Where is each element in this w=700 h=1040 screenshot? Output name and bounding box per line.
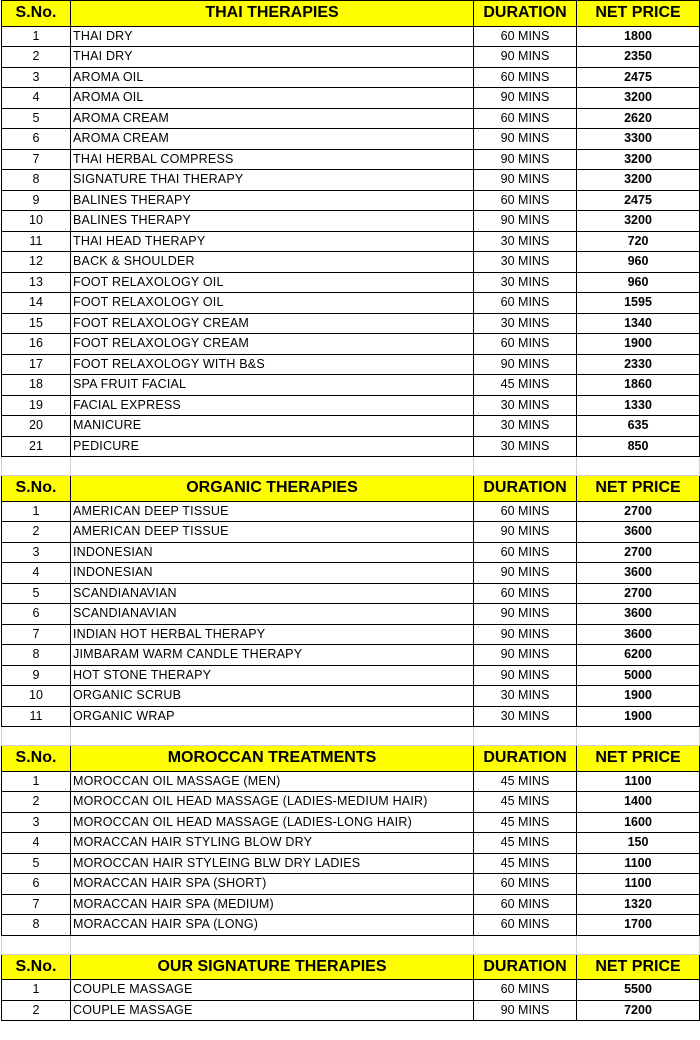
table-row bbox=[2, 231, 700, 252]
net-price-header: NET PRICE bbox=[577, 954, 700, 980]
therapy-duration: 60 MINS bbox=[474, 874, 577, 895]
sno-header: S.No. bbox=[2, 954, 71, 980]
therapy-duration: 30 MINS bbox=[474, 416, 577, 437]
table-row bbox=[2, 915, 700, 936]
therapy-name: SPA FRUIT FACIAL bbox=[71, 375, 474, 396]
therapy-duration: 45 MINS bbox=[474, 833, 577, 854]
row-sno: 1 bbox=[2, 501, 71, 522]
therapy-duration: 90 MINS bbox=[474, 522, 577, 543]
therapy-duration: 30 MINS bbox=[474, 436, 577, 457]
empty-cell bbox=[71, 727, 474, 746]
section-spacer bbox=[2, 727, 700, 746]
net-price-header: NET PRICE bbox=[577, 1, 700, 27]
row-sno: 5 bbox=[2, 108, 71, 129]
therapy-duration: 60 MINS bbox=[474, 980, 577, 1001]
therapy-name: AROMA OIL bbox=[71, 88, 474, 109]
row-sno: 8 bbox=[2, 170, 71, 191]
therapy-price: 1800 bbox=[577, 26, 700, 47]
therapy-name: HOT STONE THERAPY bbox=[71, 665, 474, 686]
therapy-price: 7200 bbox=[577, 1000, 700, 1021]
table-row bbox=[2, 853, 700, 874]
therapy-duration: 45 MINS bbox=[474, 792, 577, 813]
therapy-name: SCANDIANAVIAN bbox=[71, 583, 474, 604]
table-row bbox=[2, 792, 700, 813]
therapy-name: INDONESIAN bbox=[71, 563, 474, 584]
therapy-price: 3200 bbox=[577, 211, 700, 232]
therapy-name: ORGANIC SCRUB bbox=[71, 686, 474, 707]
row-sno: 15 bbox=[2, 313, 71, 334]
row-sno: 4 bbox=[2, 88, 71, 109]
net-price-header: NET PRICE bbox=[577, 476, 700, 502]
price-list-table bbox=[1, 0, 700, 1021]
therapy-duration: 60 MINS bbox=[474, 190, 577, 211]
row-sno: 2 bbox=[2, 1000, 71, 1021]
therapy-name: SIGNATURE THAI THERAPY bbox=[71, 170, 474, 191]
therapy-duration: 45 MINS bbox=[474, 375, 577, 396]
therapy-duration: 60 MINS bbox=[474, 334, 577, 355]
therapy-price: 850 bbox=[577, 436, 700, 457]
row-sno: 10 bbox=[2, 211, 71, 232]
section-title: MOROCCAN TREATMENTS bbox=[71, 746, 474, 772]
therapy-name: MORACCAN HAIR SPA (SHORT) bbox=[71, 874, 474, 895]
row-sno: 2 bbox=[2, 522, 71, 543]
row-sno: 9 bbox=[2, 665, 71, 686]
therapy-price: 1400 bbox=[577, 792, 700, 813]
therapy-name: BACK & SHOULDER bbox=[71, 252, 474, 273]
therapy-duration: 60 MINS bbox=[474, 293, 577, 314]
therapy-duration: 45 MINS bbox=[474, 812, 577, 833]
therapy-name: INDONESIAN bbox=[71, 542, 474, 563]
therapy-name: FOOT RELAXOLOGY OIL bbox=[71, 272, 474, 293]
row-sno: 7 bbox=[2, 894, 71, 915]
row-sno: 9 bbox=[2, 190, 71, 211]
therapy-name: FOOT RELAXOLOGY OIL bbox=[71, 293, 474, 314]
empty-cell bbox=[474, 727, 577, 746]
therapy-price: 6200 bbox=[577, 645, 700, 666]
row-sno: 8 bbox=[2, 915, 71, 936]
duration-header: DURATION bbox=[474, 476, 577, 502]
therapy-price: 3600 bbox=[577, 563, 700, 584]
therapy-price: 1900 bbox=[577, 706, 700, 727]
row-sno: 4 bbox=[2, 563, 71, 584]
therapy-name: AMERICAN DEEP TISSUE bbox=[71, 522, 474, 543]
empty-cell bbox=[474, 935, 577, 954]
therapy-name: THAI DRY bbox=[71, 47, 474, 68]
therapy-price: 1100 bbox=[577, 874, 700, 895]
therapy-duration: 60 MINS bbox=[474, 915, 577, 936]
row-sno: 11 bbox=[2, 231, 71, 252]
empty-cell bbox=[2, 457, 71, 476]
table-row bbox=[2, 583, 700, 604]
therapy-name: FOOT RELAXOLOGY WITH B&S bbox=[71, 354, 474, 375]
empty-cell bbox=[71, 935, 474, 954]
row-sno: 2 bbox=[2, 47, 71, 68]
table-row bbox=[2, 522, 700, 543]
empty-cell bbox=[577, 935, 700, 954]
therapy-name: MORACCAN HAIR STYLING BLOW DRY bbox=[71, 833, 474, 854]
empty-cell bbox=[2, 935, 71, 954]
therapy-duration: 90 MINS bbox=[474, 149, 577, 170]
table-row bbox=[2, 88, 700, 109]
row-sno: 5 bbox=[2, 583, 71, 604]
therapy-price: 1100 bbox=[577, 771, 700, 792]
therapy-price: 1340 bbox=[577, 313, 700, 334]
therapy-name: FOOT RELAXOLOGY CREAM bbox=[71, 334, 474, 355]
therapy-name: FOOT RELAXOLOGY CREAM bbox=[71, 313, 474, 334]
section-spacer bbox=[2, 457, 700, 476]
table-row bbox=[2, 894, 700, 915]
row-sno: 7 bbox=[2, 149, 71, 170]
table-row bbox=[2, 149, 700, 170]
section-header-row bbox=[2, 954, 700, 980]
therapy-price: 3200 bbox=[577, 88, 700, 109]
therapy-name: AROMA OIL bbox=[71, 67, 474, 88]
table-row bbox=[2, 604, 700, 625]
therapy-price: 1860 bbox=[577, 375, 700, 396]
table-row bbox=[2, 190, 700, 211]
table-row bbox=[2, 624, 700, 645]
table-row bbox=[2, 542, 700, 563]
table-row bbox=[2, 501, 700, 522]
empty-cell bbox=[474, 457, 577, 476]
table-row bbox=[2, 67, 700, 88]
section-title: THAI THERAPIES bbox=[71, 1, 474, 27]
table-row bbox=[2, 108, 700, 129]
therapy-name: BALINES THERAPY bbox=[71, 211, 474, 232]
therapy-price: 2620 bbox=[577, 108, 700, 129]
table-row bbox=[2, 833, 700, 854]
therapy-duration: 90 MINS bbox=[474, 665, 577, 686]
row-sno: 1 bbox=[2, 26, 71, 47]
table-row bbox=[2, 812, 700, 833]
therapy-price: 1320 bbox=[577, 894, 700, 915]
table-row bbox=[2, 129, 700, 150]
therapy-duration: 30 MINS bbox=[474, 231, 577, 252]
therapy-duration: 30 MINS bbox=[474, 272, 577, 293]
therapy-name: THAI HERBAL COMPRESS bbox=[71, 149, 474, 170]
duration-header: DURATION bbox=[474, 1, 577, 27]
row-sno: 3 bbox=[2, 812, 71, 833]
table-row bbox=[2, 874, 700, 895]
therapy-price: 2700 bbox=[577, 542, 700, 563]
row-sno: 6 bbox=[2, 604, 71, 625]
therapy-name: MOROCCAN OIL MASSAGE (MEN) bbox=[71, 771, 474, 792]
therapy-name: AROMA CREAM bbox=[71, 129, 474, 150]
table-row bbox=[2, 272, 700, 293]
therapy-duration: 60 MINS bbox=[474, 108, 577, 129]
therapy-duration: 90 MINS bbox=[474, 604, 577, 625]
price-list-body bbox=[2, 1, 700, 1021]
therapy-duration: 45 MINS bbox=[474, 853, 577, 874]
sno-header: S.No. bbox=[2, 1, 71, 27]
table-row bbox=[2, 26, 700, 47]
table-row bbox=[2, 771, 700, 792]
empty-cell bbox=[577, 727, 700, 746]
therapy-price: 720 bbox=[577, 231, 700, 252]
therapy-name: MORACCAN HAIR SPA (LONG) bbox=[71, 915, 474, 936]
therapy-price: 2475 bbox=[577, 190, 700, 211]
therapy-name: MORACCAN HAIR SPA (MEDIUM) bbox=[71, 894, 474, 915]
therapy-name: ORGANIC WRAP bbox=[71, 706, 474, 727]
section-title: OUR SIGNATURE THERAPIES bbox=[71, 954, 474, 980]
therapy-duration: 60 MINS bbox=[474, 26, 577, 47]
row-sno: 16 bbox=[2, 334, 71, 355]
therapy-price: 2700 bbox=[577, 501, 700, 522]
table-row bbox=[2, 706, 700, 727]
table-row bbox=[2, 436, 700, 457]
therapy-price: 1900 bbox=[577, 334, 700, 355]
therapy-name: AROMA CREAM bbox=[71, 108, 474, 129]
therapy-duration: 90 MINS bbox=[474, 170, 577, 191]
therapy-duration: 60 MINS bbox=[474, 583, 577, 604]
section-title: ORGANIC THERAPIES bbox=[71, 476, 474, 502]
therapy-duration: 90 MINS bbox=[474, 129, 577, 150]
row-sno: 14 bbox=[2, 293, 71, 314]
therapy-price: 960 bbox=[577, 272, 700, 293]
therapy-price: 1600 bbox=[577, 812, 700, 833]
therapy-price: 2330 bbox=[577, 354, 700, 375]
therapy-price: 2700 bbox=[577, 583, 700, 604]
therapy-price: 1595 bbox=[577, 293, 700, 314]
therapy-price: 960 bbox=[577, 252, 700, 273]
therapy-price: 1900 bbox=[577, 686, 700, 707]
table-row bbox=[2, 563, 700, 584]
table-row bbox=[2, 170, 700, 191]
net-price-header: NET PRICE bbox=[577, 746, 700, 772]
therapy-name: JIMBARAM WARM CANDLE THERAPY bbox=[71, 645, 474, 666]
therapy-price: 1700 bbox=[577, 915, 700, 936]
therapy-duration: 90 MINS bbox=[474, 645, 577, 666]
therapy-price: 3600 bbox=[577, 604, 700, 625]
duration-header: DURATION bbox=[474, 746, 577, 772]
therapy-price: 1330 bbox=[577, 395, 700, 416]
therapy-price: 150 bbox=[577, 833, 700, 854]
section-header-row bbox=[2, 476, 700, 502]
therapy-price: 3600 bbox=[577, 624, 700, 645]
table-row bbox=[2, 252, 700, 273]
therapy-price: 3600 bbox=[577, 522, 700, 543]
therapy-name: COUPLE MASSAGE bbox=[71, 1000, 474, 1021]
therapy-duration: 90 MINS bbox=[474, 88, 577, 109]
therapy-name: MOROCCAN OIL HEAD MASSAGE (LADIES-LONG HAIR) bbox=[71, 812, 474, 833]
table-row bbox=[2, 1000, 700, 1021]
therapy-price: 635 bbox=[577, 416, 700, 437]
therapy-price: 2350 bbox=[577, 47, 700, 68]
therapy-price: 1100 bbox=[577, 853, 700, 874]
empty-cell bbox=[2, 727, 71, 746]
therapy-price: 3300 bbox=[577, 129, 700, 150]
section-header-row bbox=[2, 1, 700, 27]
therapy-price: 3200 bbox=[577, 149, 700, 170]
row-sno: 17 bbox=[2, 354, 71, 375]
therapy-price: 5000 bbox=[577, 665, 700, 686]
row-sno: 1 bbox=[2, 771, 71, 792]
row-sno: 3 bbox=[2, 67, 71, 88]
therapy-duration: 30 MINS bbox=[474, 686, 577, 707]
table-row bbox=[2, 686, 700, 707]
empty-cell bbox=[577, 457, 700, 476]
row-sno: 12 bbox=[2, 252, 71, 273]
therapy-duration: 90 MINS bbox=[474, 624, 577, 645]
therapy-duration: 45 MINS bbox=[474, 771, 577, 792]
row-sno: 21 bbox=[2, 436, 71, 457]
therapy-name: THAI DRY bbox=[71, 26, 474, 47]
therapy-duration: 90 MINS bbox=[474, 354, 577, 375]
row-sno: 5 bbox=[2, 853, 71, 874]
therapy-name: COUPLE MASSAGE bbox=[71, 980, 474, 1001]
table-row bbox=[2, 416, 700, 437]
row-sno: 10 bbox=[2, 686, 71, 707]
therapy-name: THAI HEAD THERAPY bbox=[71, 231, 474, 252]
therapy-duration: 90 MINS bbox=[474, 563, 577, 584]
duration-header: DURATION bbox=[474, 954, 577, 980]
therapy-duration: 60 MINS bbox=[474, 67, 577, 88]
row-sno: 13 bbox=[2, 272, 71, 293]
row-sno: 2 bbox=[2, 792, 71, 813]
therapy-name: BALINES THERAPY bbox=[71, 190, 474, 211]
therapy-price: 3200 bbox=[577, 170, 700, 191]
table-row bbox=[2, 645, 700, 666]
therapy-price: 2475 bbox=[577, 67, 700, 88]
therapy-name: MANICURE bbox=[71, 416, 474, 437]
therapy-duration: 30 MINS bbox=[474, 395, 577, 416]
therapy-price: 5500 bbox=[577, 980, 700, 1001]
therapy-name: INDIAN HOT HERBAL THERAPY bbox=[71, 624, 474, 645]
table-row bbox=[2, 334, 700, 355]
row-sno: 19 bbox=[2, 395, 71, 416]
therapy-duration: 90 MINS bbox=[474, 211, 577, 232]
table-row bbox=[2, 313, 700, 334]
table-row bbox=[2, 47, 700, 68]
table-row bbox=[2, 980, 700, 1001]
section-header-row bbox=[2, 746, 700, 772]
row-sno: 11 bbox=[2, 706, 71, 727]
therapy-duration: 30 MINS bbox=[474, 706, 577, 727]
therapy-duration: 90 MINS bbox=[474, 1000, 577, 1021]
therapy-name: FACIAL EXPRESS bbox=[71, 395, 474, 416]
row-sno: 20 bbox=[2, 416, 71, 437]
table-row bbox=[2, 211, 700, 232]
row-sno: 1 bbox=[2, 980, 71, 1001]
therapy-name: MOROCCAN HAIR STYLEING BLW DRY LADIES bbox=[71, 853, 474, 874]
table-row bbox=[2, 293, 700, 314]
therapy-duration: 60 MINS bbox=[474, 894, 577, 915]
therapy-duration: 30 MINS bbox=[474, 252, 577, 273]
sno-header: S.No. bbox=[2, 476, 71, 502]
table-row bbox=[2, 395, 700, 416]
therapy-name: MOROCCAN OIL HEAD MASSAGE (LADIES-MEDIUM HAIR) bbox=[71, 792, 474, 813]
therapy-name: SCANDIANAVIAN bbox=[71, 604, 474, 625]
therapy-duration: 90 MINS bbox=[474, 47, 577, 68]
row-sno: 18 bbox=[2, 375, 71, 396]
row-sno: 8 bbox=[2, 645, 71, 666]
row-sno: 6 bbox=[2, 874, 71, 895]
table-row bbox=[2, 375, 700, 396]
row-sno: 4 bbox=[2, 833, 71, 854]
empty-cell bbox=[71, 457, 474, 476]
therapy-duration: 60 MINS bbox=[474, 542, 577, 563]
therapy-duration: 60 MINS bbox=[474, 501, 577, 522]
sno-header: S.No. bbox=[2, 746, 71, 772]
therapy-duration: 30 MINS bbox=[474, 313, 577, 334]
therapy-name: PEDICURE bbox=[71, 436, 474, 457]
row-sno: 3 bbox=[2, 542, 71, 563]
table-row bbox=[2, 665, 700, 686]
therapy-name: AMERICAN DEEP TISSUE bbox=[71, 501, 474, 522]
row-sno: 7 bbox=[2, 624, 71, 645]
section-spacer bbox=[2, 935, 700, 954]
table-row bbox=[2, 354, 700, 375]
row-sno: 6 bbox=[2, 129, 71, 150]
